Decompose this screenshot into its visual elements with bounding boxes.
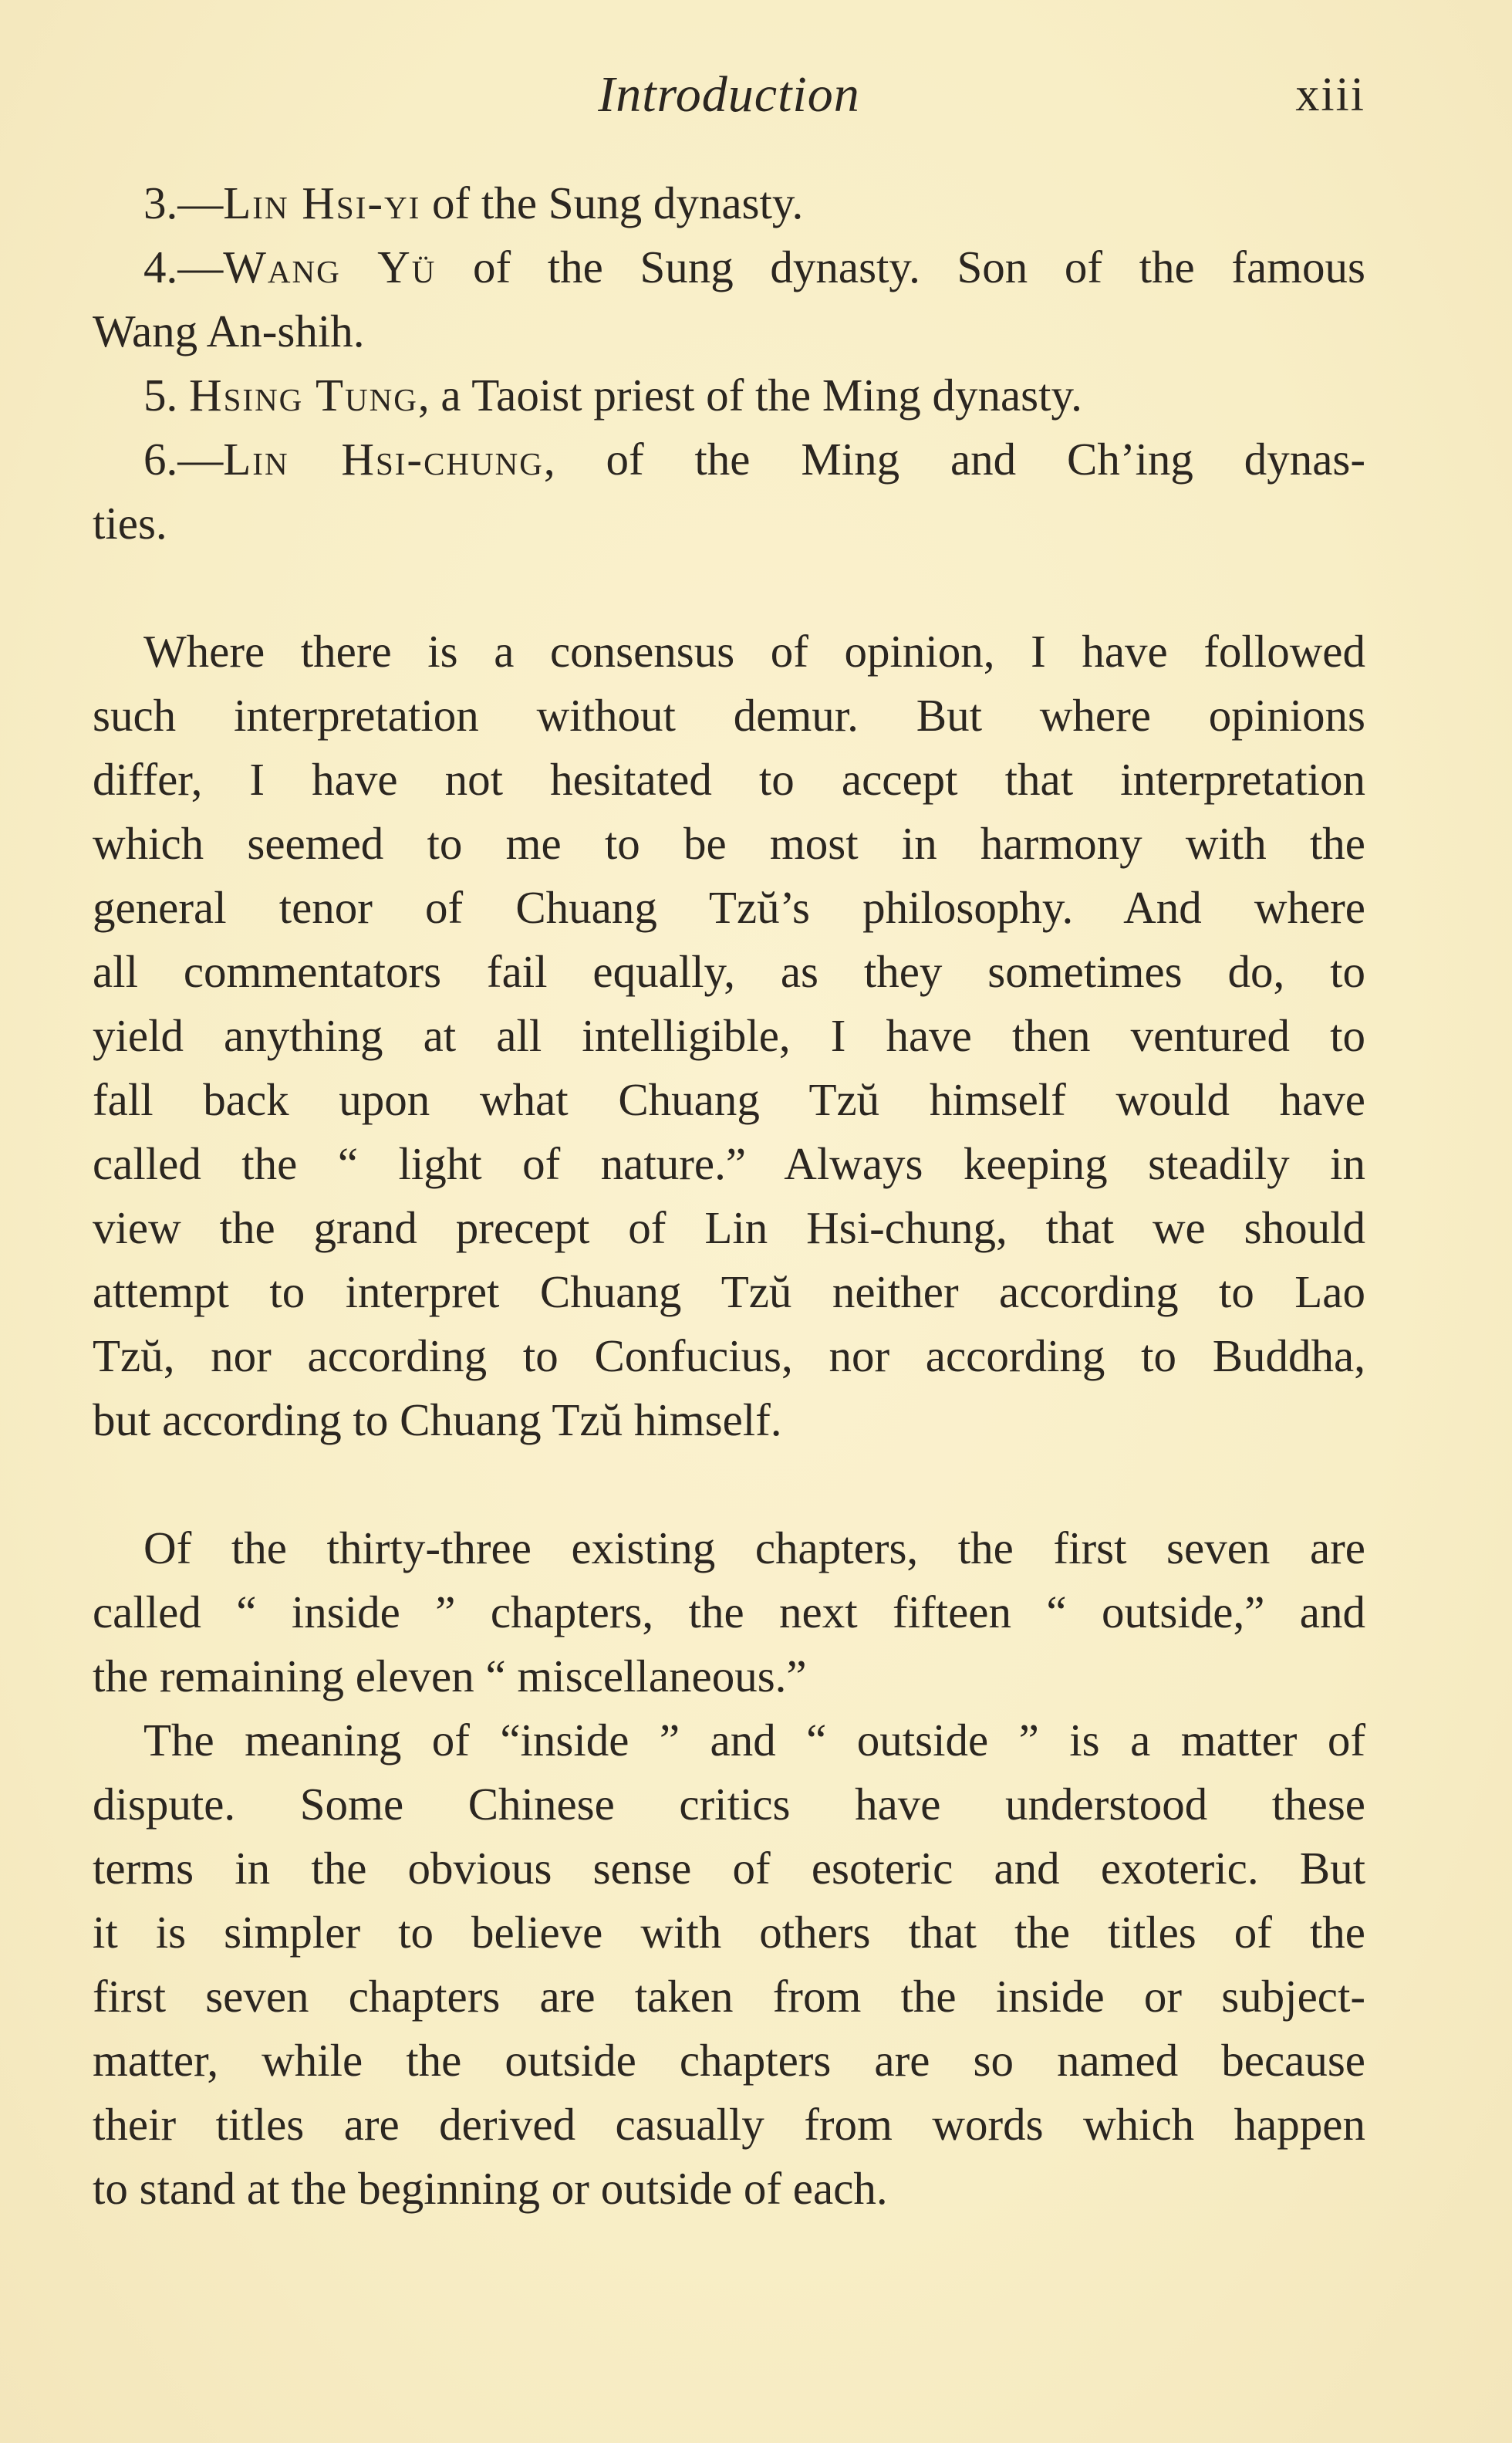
text-line: The meaning of “inside ” and “ outside ” is a matter of xyxy=(143,1715,1365,1766)
text-line: Of the thirty-three existing chapters, the first seven are xyxy=(143,1522,1365,1573)
commentator-name: Lin Hsi-yi xyxy=(223,177,421,228)
paragraph xyxy=(93,620,1365,1452)
text-line: but according to Chuang Tzŭ himself. xyxy=(93,1394,782,1445)
list-item xyxy=(93,363,1365,427)
list-item xyxy=(93,427,1365,492)
page-body xyxy=(93,171,1365,2221)
list-item-continuation: Wang An-shih. xyxy=(93,306,365,356)
text-line: attempt to interpret Chuang Tzŭ neither according to Lao xyxy=(93,1266,1365,1317)
item-number: 5. xyxy=(143,370,189,421)
paragraph-gap xyxy=(93,556,1365,620)
text-line: view the grand precept of Lin Hsi-chung, that we should xyxy=(93,1202,1365,1253)
text-line: differ, I have not hesitated to accept that interpretation xyxy=(93,754,1365,805)
text-line: terms in the obvious sense of esoteric and exoteric. But xyxy=(93,1843,1365,1894)
list-item xyxy=(93,235,1365,299)
text-line: Tzŭ, nor according to Confucius, nor according to Buddha, xyxy=(93,1330,1365,1381)
item-text: , of the Ming and Ch’ing dynas- xyxy=(543,434,1365,485)
list-item xyxy=(93,171,1365,235)
running-title: Introduction xyxy=(598,66,860,123)
text-line: general tenor of Chuang Tzŭ’s philosophy. And where xyxy=(93,882,1365,933)
commentator-name: Wang Yü xyxy=(223,242,437,292)
item-number: 4.— xyxy=(143,242,224,292)
commentator-name: Lin Hsi-chung xyxy=(223,434,544,485)
text-line: it is simpler to believe with others that the titles of the xyxy=(93,1907,1365,1958)
paragraph xyxy=(93,1708,1365,2221)
text-line: called the “ light of nature.” Always keeping steadily in xyxy=(93,1138,1365,1189)
text-line: their titles are derived casually from words which happen xyxy=(93,2099,1365,2150)
text-line: which seemed to me to be most in harmony with the xyxy=(93,818,1365,869)
text-line: yield anything at all intelligible, I have then ventured to xyxy=(93,1010,1365,1061)
page-number: xiii xyxy=(1295,69,1365,121)
list-item-continuation: ties. xyxy=(93,498,167,549)
paragraph-gap xyxy=(93,1452,1365,1516)
text-line: matter, while the outside chapters are so named because xyxy=(93,2035,1365,2086)
item-number: 3.— xyxy=(143,177,224,228)
text-line: such interpretation without demur. But where opinions xyxy=(93,690,1365,741)
text-line: all commentators fail equally, as they sometimes do, to xyxy=(93,946,1365,997)
commentator-name: Hsing Tung xyxy=(189,370,418,421)
item-text: , a Taoist priest of the Ming dynasty. xyxy=(417,370,1082,421)
item-text: of the Sung dynasty. Son of the famous xyxy=(436,242,1365,292)
text-line: fall back upon what Chuang Tzŭ himself would have xyxy=(93,1074,1365,1125)
text-line: Where there is a consensus of opinion, I have followed xyxy=(143,626,1365,677)
page-header xyxy=(93,60,1365,130)
text-line: called “ inside ” chapters, the next fifteen “ outside,” and xyxy=(93,1586,1365,1637)
item-text: of the Sung dynasty. xyxy=(420,177,804,228)
text-line: dispute. Some Chinese critics have understood these xyxy=(93,1779,1365,1830)
paragraph xyxy=(93,1516,1365,1708)
text-line: to stand at the beginning or outside of each. xyxy=(93,2163,888,2214)
text-line: first seven chapters are taken from the inside or subject- xyxy=(93,1971,1365,2022)
item-number: 6.— xyxy=(143,434,224,485)
commentator-list xyxy=(93,171,1365,556)
text-line: the remaining eleven “ miscellaneous.” xyxy=(93,1651,807,1701)
